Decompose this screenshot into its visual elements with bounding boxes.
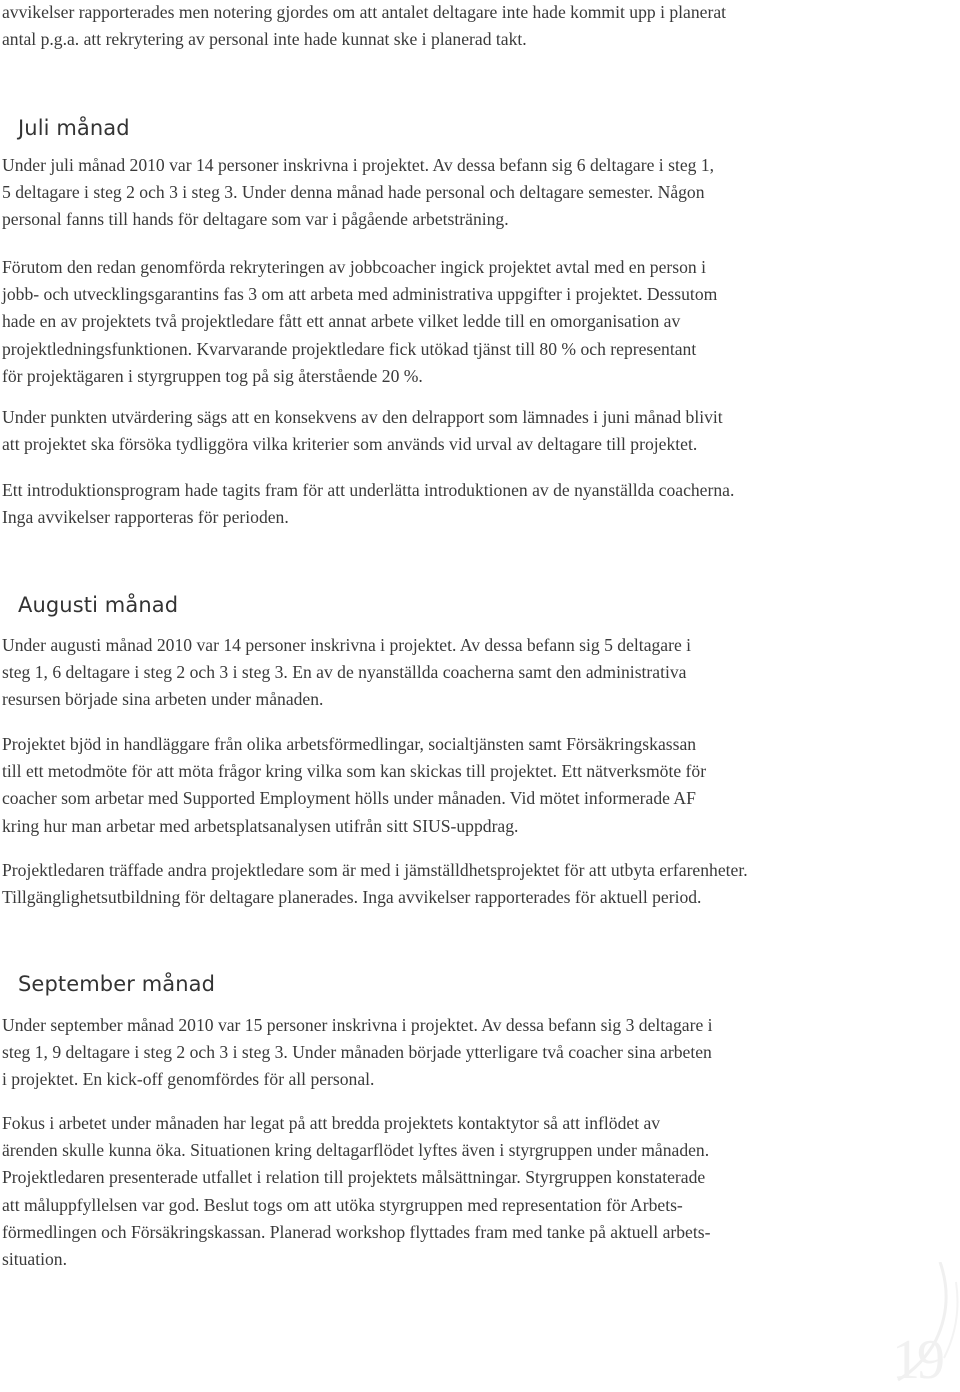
juli-section-4 (2, 477, 902, 531)
september-paragraph-1: Under september månad 2010 var 15 personer inskrivna i projektet. Av dessa befann sig 3 deltagare i steg 1, 9 deltagare i steg 2 och 3 i steg 3. Under månaden började ytterligare två coacher sina arbeten i projektet. En kick-off genomfördes för all personal. (2, 1015, 713, 1090)
section-heading-september: September månad (18, 972, 216, 996)
september-section-2 (2, 1110, 902, 1273)
juli-paragraph-2: Förutom den redan genomförda rekryteringen av jobbcoacher ingick projektet avtal med en person i jobb- och utvecklingsgarantins fas 3 om att arbeta med administrativa uppgifter i projektet. Dessutom hade en av projektets två projektledare fått ett annat arbete vilket ledde till en omorganisation av projektledningsfunktionen. Kvarvarande projektledare fick utökad tjänst till 80 % och representant för projektägaren i styrgruppen tog på sig återstående 20 %. (2, 257, 718, 386)
juli-paragraph-3: Under punkten utvärdering sägs att en konsekvens av den delrapport som lämnades i juni månad blivit att projektet ska försöka tydliggöra vilka kriterier som används vid urval av deltagare till projektet. (2, 407, 723, 455)
intro-paragraph: avvikelser rapporterades men notering gjordes om att antalet deltagare inte hade kommit upp i planerat antal p.g.a. att rekrytering av personal inte hade kunnat ske i planerad takt. (2, 2, 727, 50)
juli-paragraph-1: Under juli månad 2010 var 14 personer inskrivna i projektet. Av dessa befann sig 6 deltagare i steg 1, 5 deltagare i steg 2 och 3 i steg 3. Under denna månad hade personal och deltagare semester. Någon personal fanns till hands för deltagare som var i pågående arbetsträning. (2, 155, 715, 230)
intro-section (2, 0, 902, 53)
september-paragraph-2: Fokus i arbetet under månaden har legat på att bredda projektets kontaktytor så att inflödet av ärenden skulle kunna öka. Situationen kring deltagarflödet lyftes även i styrgruppen under månaden. Projektledaren presenterade utfallet i relation till projektets målsättningar. Styrgruppen konstaterade att måluppfyllelsen var god. Beslut togs om att utöka styrgruppen med representation för Arbets- förmedlingen och Försäkringskassan. Planerad workshop flyttades fram med tanke på aktuell arbets- situation. (2, 1113, 711, 1270)
juli-section (2, 152, 902, 234)
juli-section-3 (2, 404, 902, 458)
augusti-section-2 (2, 731, 902, 840)
september-section (2, 1012, 902, 1094)
section-heading-juli: Juli månad (18, 116, 130, 140)
juli-section-2 (2, 254, 902, 390)
page-number: 19 (892, 1329, 942, 1391)
augusti-paragraph-1: Under augusti månad 2010 var 14 personer inskrivna i projektet. Av dessa befann sig 5 deltagare i steg 1, 6 deltagare i steg 2 och 3 i steg 3. En av de nyanställda coacherna samt den administrativa resursen började sina arbeten under månaden. (2, 635, 692, 710)
augusti-paragraph-3: Projektledaren träffade andra projektledare som är med i jämställdhetsprojektet för att utbyta erfarenheter. Tillgänglighetsutbildning för deltagare planerades. Inga avvikelser rapporterades för aktuell period. (2, 860, 748, 908)
augusti-section (2, 632, 902, 714)
section-heading-augusti: Augusti månad (18, 593, 179, 617)
augusti-paragraph-2: Projektet bjöd in handläggare från olika arbetsförmedlingar, socialtjänsten samt Försäkringskassan till ett metodmöte för att möta frågor kring vilka som kan skickas till projektet. Ett nätverksmöte för coacher som arbetar med Supported Employment hölls under månaden. Vid mötet informerade AF kring hur man arbetar med arbetsplatsanalysen utifrån sitt SIUS-uppdrag. (2, 734, 707, 836)
juli-paragraph-4: Ett introduktionsprogram hade tagits fram för att underlätta introduktionen av de nyanställda coacherna. Inga avvikelser rapporteras för perioden. (2, 480, 735, 528)
augusti-section-3 (2, 857, 902, 911)
